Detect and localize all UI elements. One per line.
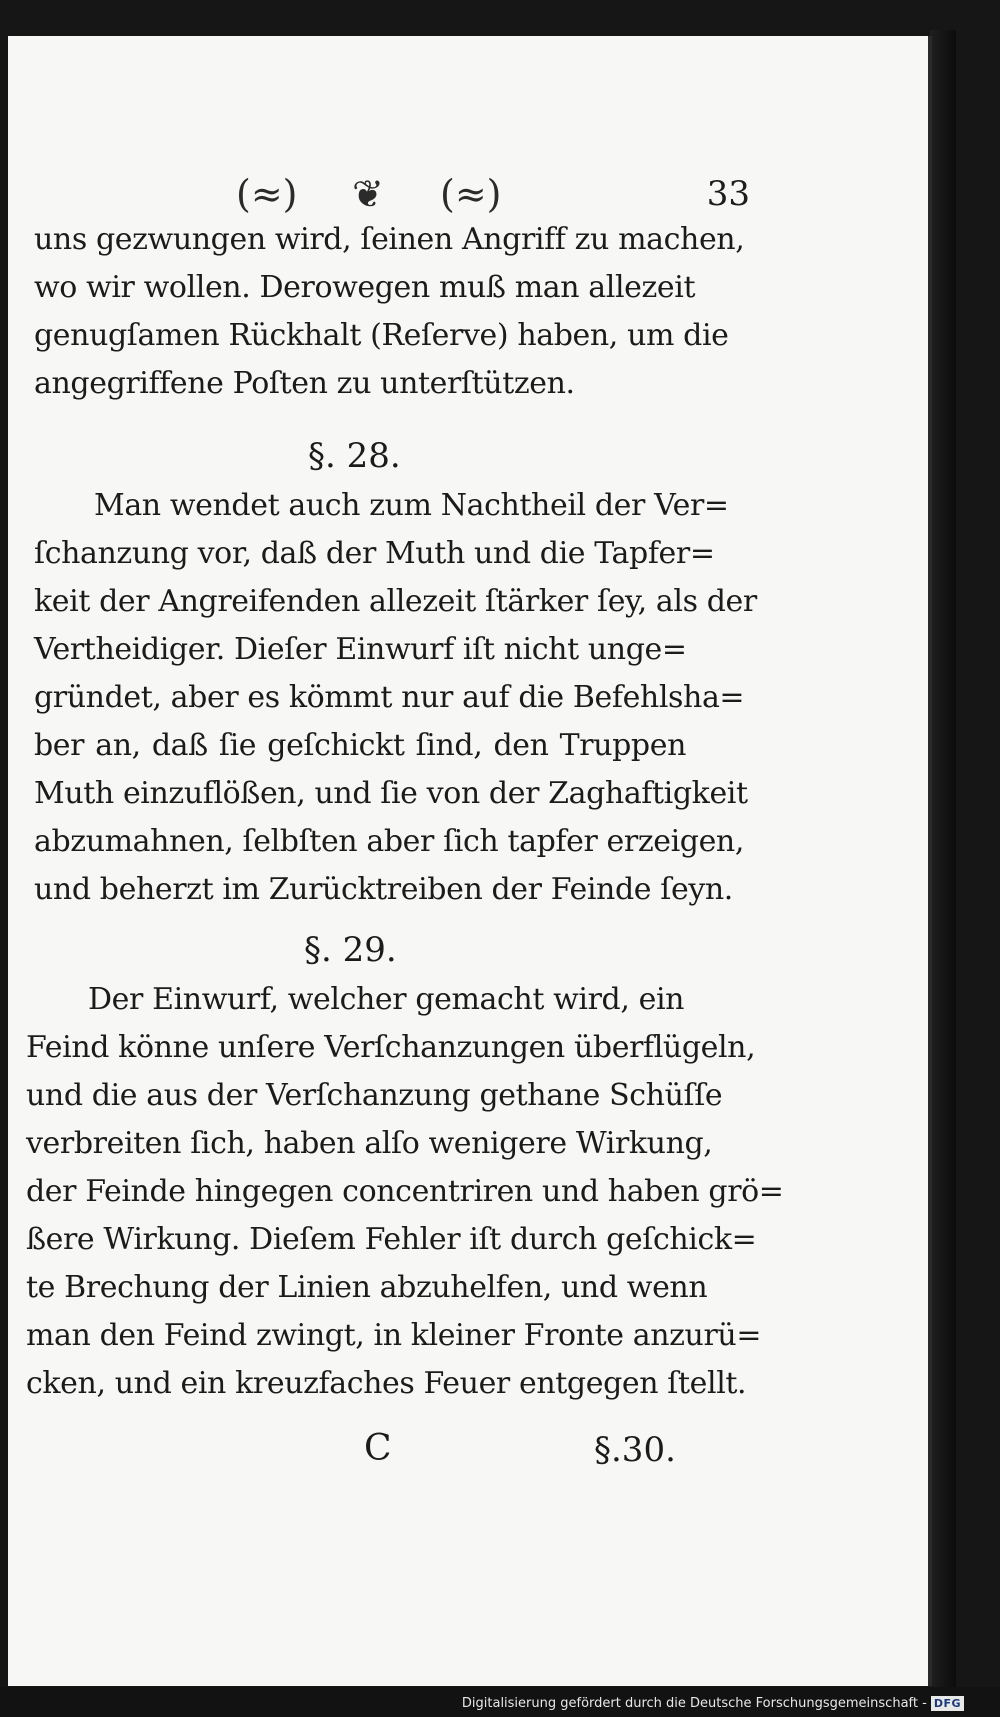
signature-mark: C xyxy=(364,1428,392,1469)
page-number: 33 xyxy=(706,174,750,214)
ornament-right-icon: (≈) xyxy=(440,172,502,216)
book-page xyxy=(8,36,928,1686)
text-line: Feind könne unſere Verſchanzungen überflügeln, xyxy=(26,1030,756,1065)
section-heading-28: §. 28. xyxy=(308,436,401,476)
text-line: ſchanzung vor, daß der Muth und die Tapfer= xyxy=(34,536,715,571)
text-line: verbreiten ſich, haben alſo wenigere Wirkung, xyxy=(26,1126,713,1161)
text-line: Vertheidiger. Dieſer Einwurf iſt nicht unge= xyxy=(34,632,687,667)
section-heading-29: §. 29. xyxy=(304,930,397,970)
text-line: genugſamen Rückhalt (Reſerve) haben, um die xyxy=(34,318,729,353)
book-fore-edge xyxy=(930,30,956,1690)
dfg-logo-icon: DFG xyxy=(931,1696,964,1711)
text-line: Man wendet auch zum Nachtheil der Ver= xyxy=(94,488,729,523)
ornament-left-icon: (≈) xyxy=(236,172,298,216)
text-line: angegriffene Poſten zu unterſtützen. xyxy=(34,366,575,401)
text-line: Der Einwurf, welcher gemacht wird, ein xyxy=(88,982,685,1017)
ornament-center-icon: ❦ xyxy=(352,172,384,216)
digitization-credit xyxy=(462,1696,964,1711)
text-line: ßere Wirkung. Dieſem Fehler iſt durch geſchick= xyxy=(26,1222,757,1257)
text-line: uns gezwungen wird, ſeinen Angriff zu machen, xyxy=(34,222,745,257)
text-line: keit der Angreifenden allezeit ſtärker ſey, als der xyxy=(34,584,757,619)
text-line: und beherzt im Zurücktreiben der Feinde ſeyn. xyxy=(34,872,733,907)
text-line: wo wir wollen. Derowegen muß man allezeit xyxy=(34,270,696,305)
text-line: und die aus der Verſchanzung gethane Schüſſe xyxy=(26,1078,723,1113)
text-line: abzumahnen, ſelbſten aber ſich tapfer erzeigen, xyxy=(34,824,744,859)
credit-text: Digitalisierung gefördert durch die Deutsche Forschungsgemeinschaft - xyxy=(461,1696,927,1711)
text-line: gründet, aber es kömmt nur auf die Befehlsha= xyxy=(34,680,745,715)
text-line: man den Feind zwingt, in kleiner Fronte anzurü= xyxy=(26,1318,762,1353)
catchword: §.30. xyxy=(594,1430,676,1470)
text-line: cken, und ein kreuzfaches Feuer entgegen ſtellt. xyxy=(26,1366,747,1401)
running-header xyxy=(8,164,928,224)
text-line: Muth einzuflößen, und ſie von der Zaghaftigkeit xyxy=(34,776,748,811)
text-line: te Brechung der Linien abzuhelfen, und wenn xyxy=(26,1270,708,1305)
text-line: ber an, daß ſie geſchickt ſind, den Truppen xyxy=(34,728,686,763)
text-line: der Feinde hingegen concentriren und haben grö= xyxy=(26,1174,784,1209)
